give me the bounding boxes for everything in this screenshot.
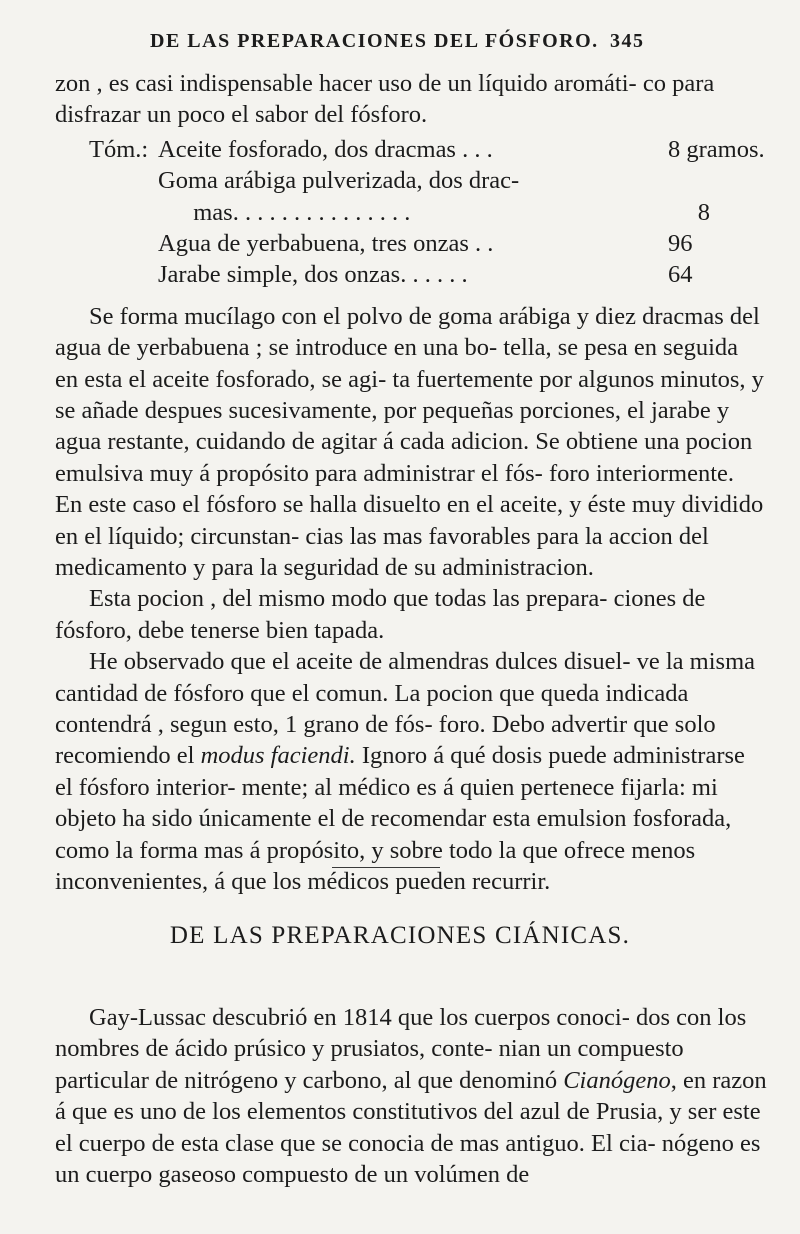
- formula-amount: 64: [668, 261, 693, 289]
- formula-row: [55, 197, 767, 228]
- section-title: DE LAS PREPARACIONES CIÁNICAS.: [169, 922, 631, 949]
- paragraph-4: [55, 646, 767, 897]
- paragraph-4-emphasis: modus faciendi.: [200, 742, 356, 770]
- formula-row: [55, 228, 767, 259]
- paragraph-1: zon , es casi indispensable hacer uso de un líquido aromáti- co para disfrazar un poco el sabor del fósforo.: [55, 70, 715, 129]
- formula-lead: Tóm.:: [89, 135, 149, 163]
- formula-amount: 8: [697, 198, 710, 226]
- formula-ingredient: Goma arábiga pulverizada, dos drac-: [158, 167, 520, 195]
- paragraph-5-emphasis: Cianógeno: [563, 1066, 671, 1094]
- formula: [55, 134, 767, 291]
- running-head: [150, 30, 750, 53]
- formula-amount: [668, 165, 738, 196]
- formula-row: [55, 165, 767, 196]
- formula-row: [55, 134, 767, 165]
- formula-amount: 8 gramos.: [668, 135, 765, 163]
- text-block-lower: [55, 1002, 767, 1190]
- paragraph-3: Esta pocion , del mismo modo que todas las prepara- ciones de fósforo, debe tenerse bien tapada.: [55, 585, 706, 644]
- page-number: 345: [610, 30, 645, 52]
- paragraph-5-text-end: , en razon á que es uno de los elementos constitutivos del azul de Prusia, y ser este el cuerpo de esta clase que se conocia de mas antiguo. El cia- nógeno es un cuerpo gaseoso compuesto de un volúmen de: [55, 1066, 767, 1189]
- formula-row: [55, 259, 767, 290]
- formula-amount: 96: [668, 229, 693, 257]
- paragraph-5-text: Gay-Lussac descubrió en 1814 que los cuerpos conoci- dos con los nombres de ácido prúsico y prusiatos, conte- nian un compuesto particular de nitrógeno y carbono, al que denominó: [55, 1004, 747, 1094]
- formula-ingredient: Jarabe simple, dos onzas. . . . . .: [158, 261, 468, 289]
- formula-ingredient: Aceite fosforado, dos dracmas . . .: [158, 135, 493, 163]
- formula-ingredient: Agua de yerbabuena, tres onzas . .: [158, 229, 494, 257]
- paragraph-4-text-end: Ignoro á qué dosis puede administrarse el fósforo interior- mente; al médico es á quien pertenece fijarla: mi objeto ha sido únicamente el de recomendar esta emulsion fosforada, como la forma mas á propósito, y sobre todo la que ofrece menos inconvenientes, á que los médicos pueden recurrir.: [55, 742, 745, 896]
- section-divider: [332, 867, 440, 868]
- formula-ingredient: mas. . . . . . . . . . . . . . .: [193, 198, 411, 226]
- paragraph-2: Se forma mucílago con el polvo de goma arábiga y diez dracmas del agua de yerbabuena ; se introduce en una bo- tella, se pesa en seguida en esta el aceite fosforado, se agi- ta fuertemente por algunos minutos, y se añade despues sucesivamente, por pequeñas porciones, el jarabe y agua restante, cuidando de agitar á cada adicion. Se obtiene una pocion emulsiva muy á propósito para administrar el fós- foro interiormente. En este caso el fósforo se halla disuelto en el aceite, y éste muy dividido en el líquido; circunstan- cias las mas favorables para la accion del medicamento y para la seguridad de su administracion.: [55, 302, 764, 582]
- paragraph-4-text: He observado que el aceite de almendras dulces disuel- ve la misma cantidad de fósforo que el comun. La pocion que queda indicada contendrá , segun esto, 1 grano de fós- foro. Debo advertir que solo recomiendo el: [55, 648, 756, 770]
- running-head-title: DE LAS PREPARACIONES DEL FÓSFORO.: [150, 30, 599, 52]
- paragraph-5: [55, 1002, 767, 1190]
- text-block-upper: [55, 68, 767, 897]
